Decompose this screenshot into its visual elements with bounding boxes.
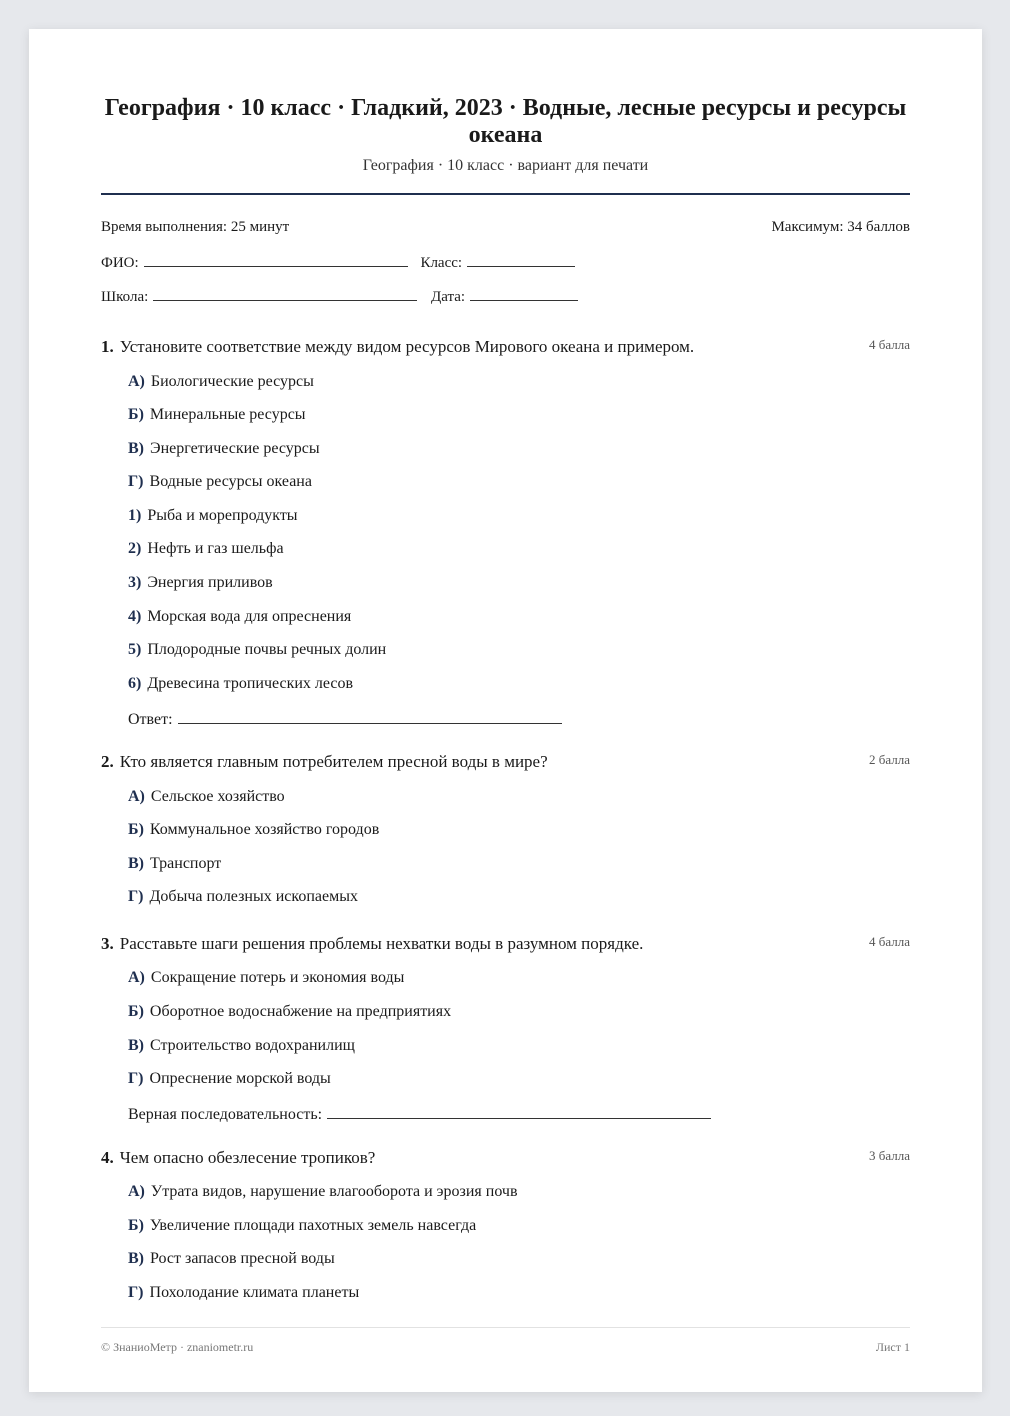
header-divider — [101, 193, 910, 195]
option-item[interactable] — [128, 855, 221, 873]
page-footer — [101, 1340, 910, 1355]
option-text: Морская вода для опреснения — [147, 608, 352, 625]
footer-page-number: Лист 1 — [875, 1340, 910, 1354]
option-label: 4) — [128, 608, 142, 625]
question-points: 4 балла — [869, 337, 910, 352]
option-text: Рыба и морепродукты — [147, 507, 298, 524]
school-label: Школа: — [101, 289, 149, 305]
option-label: 1) — [128, 507, 142, 524]
question-number: 2. — [101, 752, 114, 771]
option-label: А) — [128, 788, 145, 805]
class-label: Класс: — [420, 255, 463, 271]
question-points: 2 балла — [869, 752, 910, 767]
option-text: Энергия приливов — [147, 574, 273, 591]
option-label: А) — [128, 373, 145, 390]
option-item[interactable] — [128, 641, 386, 659]
option-item[interactable] — [128, 888, 358, 906]
footer-copyright: © ЗнаниоМетр · znaniometr.ru — [101, 1340, 254, 1354]
school-field[interactable] — [153, 286, 417, 301]
option-item[interactable] — [128, 1003, 451, 1021]
option-item[interactable] — [128, 1217, 476, 1235]
answer-field[interactable] — [178, 709, 562, 724]
option-label: 2) — [128, 540, 142, 557]
meta-school-row — [101, 286, 910, 306]
option-text: Похолодание климата планеты — [149, 1284, 360, 1301]
option-text: Коммунальное хозяйство городов — [149, 821, 380, 838]
option-item[interactable] — [128, 821, 379, 839]
option-item[interactable] — [128, 1284, 359, 1302]
question-text: Кто является главным потребителем пресной воды в мире? — [119, 752, 548, 771]
option-text: Оборотное водоснабжение на предприятиях — [149, 1003, 452, 1020]
date-field[interactable] — [470, 286, 578, 301]
option-text: Плодородные почвы речных долин — [147, 641, 387, 658]
option-text: Энергетические ресурсы — [150, 440, 320, 457]
option-item[interactable] — [128, 1070, 331, 1088]
option-text: Транспорт — [150, 855, 222, 872]
option-text: Рост запасов пресной воды — [150, 1250, 335, 1267]
option-text: Минеральные ресурсы — [149, 406, 306, 423]
option-text: Опреснение морской воды — [149, 1070, 331, 1087]
option-label: В) — [128, 1250, 144, 1267]
meta-time-row — [101, 219, 910, 236]
option-text: Древесина тропических лесов — [147, 675, 354, 692]
answer-label: Ответ: — [128, 711, 173, 728]
option-label: 6) — [128, 675, 142, 692]
option-label: 3) — [128, 574, 142, 591]
option-item[interactable] — [128, 440, 320, 458]
option-item[interactable] — [128, 373, 314, 391]
answer-row — [128, 709, 562, 729]
option-label: Б) — [128, 406, 144, 423]
option-label: Г) — [128, 1070, 144, 1087]
option-label: Г) — [128, 888, 144, 905]
question-number: 4. — [101, 1148, 114, 1167]
option-label: В) — [128, 440, 144, 457]
option-text: Нефть и газ шельфа — [147, 540, 284, 557]
option-item[interactable] — [128, 473, 312, 491]
option-label: В) — [128, 1037, 144, 1054]
option-text: Утрата видов, нарушение влагооборота и эрозия почв — [150, 1183, 518, 1200]
option-text: Биологические ресурсы — [150, 373, 314, 390]
question-text: Установите соответствие между видом ресурсов Мирового океана и примером. — [119, 337, 695, 356]
option-label: Б) — [128, 1003, 144, 1020]
option-item[interactable] — [128, 574, 273, 592]
page-content — [101, 29, 910, 1392]
page-subtitle: География · 10 класс · вариант для печати — [362, 157, 649, 174]
option-item[interactable] — [128, 788, 285, 806]
fio-label: ФИО: — [101, 255, 139, 271]
meta-fio-row — [101, 252, 910, 272]
option-text: Водные ресурсы океана — [149, 473, 312, 490]
question-text: Чем опасно обезлесение тропиков? — [119, 1148, 376, 1167]
question-1 — [101, 337, 910, 357]
option-item[interactable] — [128, 406, 306, 424]
fio-field[interactable] — [144, 252, 408, 267]
option-item[interactable] — [128, 608, 351, 626]
option-text: Строительство водохранилищ — [150, 1037, 355, 1054]
question-number: 3. — [101, 934, 114, 953]
option-item[interactable] — [128, 540, 284, 558]
option-label: 5) — [128, 641, 142, 658]
question-4 — [101, 1148, 910, 1168]
option-label: Г) — [128, 473, 144, 490]
option-label: Б) — [128, 1217, 144, 1234]
option-item[interactable] — [128, 1183, 518, 1201]
question-2 — [101, 752, 910, 772]
time-limit: Время выполнения: 25 минут — [101, 219, 290, 235]
footer-divider — [101, 1327, 910, 1328]
option-item[interactable] — [128, 1037, 355, 1055]
option-item[interactable] — [128, 1250, 335, 1268]
option-text: Сельское хозяйство — [150, 788, 285, 805]
answer-label: Верная последовательность: — [128, 1106, 323, 1123]
page-title: География · 10 класс · Гладкий, 2023 · Водные, лесные ресурсы и ресурсы океана — [104, 95, 907, 148]
question-points: 3 балла — [869, 1148, 910, 1163]
option-label: В) — [128, 855, 144, 872]
answer-row — [128, 1104, 711, 1124]
question-3 — [101, 934, 910, 954]
option-item[interactable] — [128, 675, 353, 693]
question-number: 1. — [101, 337, 114, 356]
option-item[interactable] — [128, 969, 404, 987]
question-points: 4 балла — [869, 934, 910, 949]
option-text: Добыча полезных ископаемых — [149, 888, 358, 905]
option-item[interactable] — [128, 507, 298, 525]
max-score: Максимум: 34 баллов — [771, 219, 910, 235]
worksheet-page — [29, 29, 982, 1392]
option-label: А) — [128, 969, 145, 986]
option-text: Сокращение потерь и экономия воды — [150, 969, 405, 986]
option-label: А) — [128, 1183, 145, 1200]
option-label: Б) — [128, 821, 144, 838]
question-text: Расставьте шаги решения проблемы нехватки воды в разумном порядке. — [119, 934, 644, 953]
option-label: Г) — [128, 1284, 144, 1301]
answer-field[interactable] — [327, 1104, 711, 1119]
class-field[interactable] — [467, 252, 575, 267]
option-text: Увеличение площади пахотных земель навсегда — [149, 1217, 477, 1234]
date-label: Дата: — [431, 289, 466, 305]
